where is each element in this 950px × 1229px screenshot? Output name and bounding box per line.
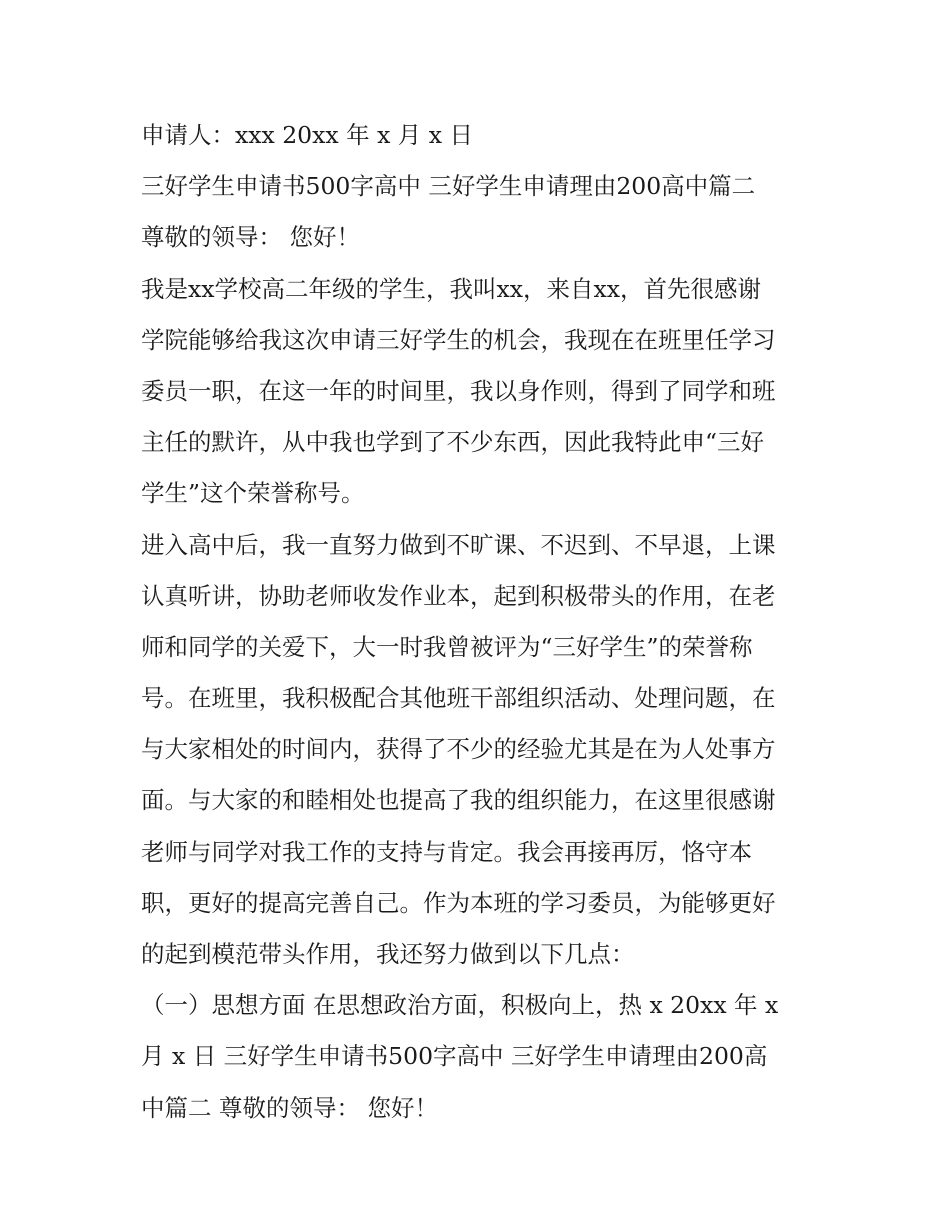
body-line: 的起到模范带头作用，我还努力做到以下几点： <box>141 940 635 968</box>
title-line: 三好学生申请书500字高中 三好学生申请理由200高中篇二 <box>141 172 756 201</box>
body-line: 职，更好的提高完善自己。作为本班的学习委员，为能够更好 <box>141 888 776 917</box>
body-line: 与大家相处的时间内，获得了不少的经验尤其是在为人处事方 <box>141 735 776 764</box>
salutation-line: 尊敬的领导： 您好！ <box>141 223 360 252</box>
body-line: 师和同学的关爱下，大一时我曾被评为“三好学生”的荣誉称 <box>141 632 753 661</box>
body-line: 委员一职，在这一年的时间里，我以身作则，得到了同学和班 <box>141 376 776 405</box>
body-line: 学院能够给我这次申请三好学生的机会，我现在在班里任学习 <box>141 325 776 354</box>
document-body <box>141 110 821 1134</box>
body-line: （一）思想方面 在思想政治方面，积极向上，热 x 20xx 年 x <box>141 991 779 1020</box>
body-line: 号。在班里，我积极配合其他班干部组织活动、处理问题，在 <box>141 684 776 713</box>
body-line: 主任的默许，从中我也学到了不少东西，因此我特此申“三好 <box>141 428 765 457</box>
body-line: 认真听讲，协助老师收发作业本，起到积极带头的作用，在老 <box>141 581 776 610</box>
body-line: 进入高中后，我一直努力做到不旷课、不迟到、不早退，上课 <box>141 530 776 559</box>
body-line: 我是xx学校高二年级的学生，我叫xx，来自xx，首先很感谢 <box>141 274 762 303</box>
applicant-date-line: 申请人：xxx 20xx 年 x 月 x 日 <box>141 121 473 149</box>
body-line: 学生”这个荣誉称号。 <box>141 479 365 508</box>
body-line: 中篇二 尊敬的领导： 您好！ <box>141 1093 438 1122</box>
body-line: 老师与同学对我工作的支持与肯定。我会再接再厉，恪守本 <box>141 837 752 866</box>
body-line: 面。与大家的和睦相处也提高了我的组织能力，在这里很感谢 <box>141 786 776 815</box>
body-line: 月 x 日 三好学生申请书500字高中 三好学生申请理由200高 <box>141 1042 768 1071</box>
